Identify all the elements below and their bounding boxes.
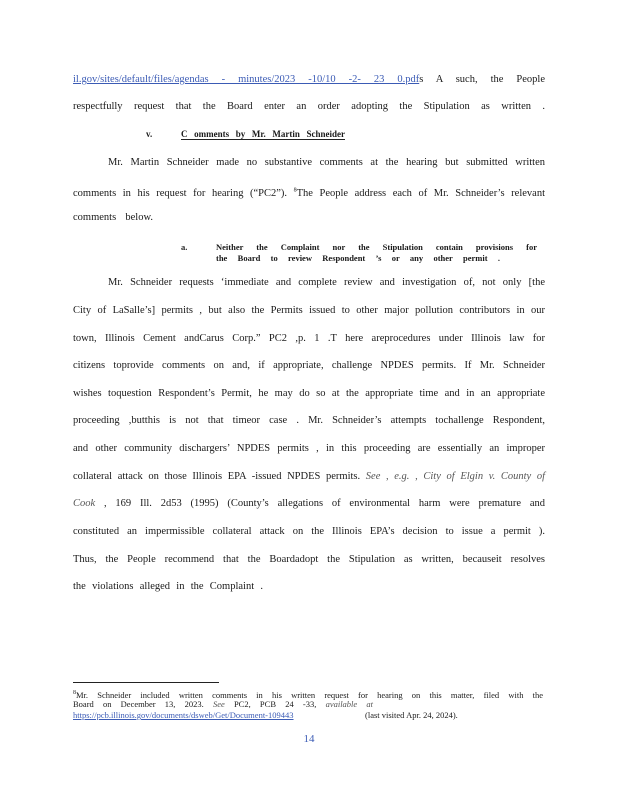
body-line-3: Mr. Martin Schneider made no substantive comments at the hearing but submitted written bbox=[108, 157, 545, 168]
section-v-numeral: v. bbox=[146, 129, 153, 139]
body-line-16: Thus, the People recommend that the Boardadopt the Stipulation as written, becauseit resolves bbox=[73, 554, 545, 565]
footnote-line3-b: (last visited Apr. 24, 2024). bbox=[365, 710, 458, 720]
body-line-7: City of LaSalle’s] permits , but also the Permits issued to other major pollution contributors in our bbox=[73, 305, 545, 316]
footnote-ref-marker: 8 bbox=[293, 187, 297, 193]
body-line-6: Mr. Schneider requests ‘immediate and complete review and investigation of, not only [the bbox=[108, 277, 545, 288]
footnote-rule bbox=[73, 682, 219, 683]
body-line-5: comments below. bbox=[73, 212, 153, 223]
section-a-letter: a. bbox=[181, 242, 188, 252]
body-line-1-text: s A such, the People bbox=[419, 74, 545, 85]
section-a-title bbox=[216, 242, 537, 264]
footnote-line2-a: Board on December 13, 2023. bbox=[73, 699, 204, 709]
body-line-14 bbox=[73, 497, 545, 511]
footnote-marker: 8 bbox=[73, 690, 76, 696]
footnote-line-3 bbox=[73, 710, 543, 721]
section-a-line1: Neither the Complaint nor the Stipulation contain provisions for bbox=[216, 242, 537, 252]
body-line-13-text: collateral attack on those Illinois EPA -issued NPDES permits. bbox=[73, 471, 361, 482]
agenda-link[interactable]: il.gov/sites/default/files/agendas - minutes/2023 -10/10 -2- 23 0.pdf bbox=[73, 74, 420, 85]
body-line-14-text: , 169 Ill. 2d53 (1995) (County’s allegations of environmental harm were premature and bbox=[103, 498, 545, 509]
body-line-4-text: comments in his request for hearing (“PC2”). $^8$The People address each of Mr. Schneider’s relevant bbox=[73, 187, 545, 199]
footnote-link[interactable]: https://pcb.illinois.gov/documents/dsweb/Get/Document-109443 bbox=[73, 710, 294, 720]
footnote-see: See bbox=[212, 699, 225, 709]
body-line-11: proceeding ,butthis is not that timeor case . Mr. Schneider’s attempts tochallenge Respondent, bbox=[73, 415, 545, 426]
body-line-8: town, Illinois Cement andCarus Corp.” PC2 ,p. 1 .T here areprocedures under Illinois law for bbox=[73, 333, 545, 344]
body-line-1 bbox=[73, 73, 545, 87]
citation-signal: See , e.g. , bbox=[365, 471, 418, 482]
footnote-line2-b: PC2, PCB 24 -33, bbox=[233, 699, 317, 709]
body-line-4 bbox=[73, 183, 545, 201]
body-line-2: respectfully request that the Board enter an order adopting the Stipulation as written . bbox=[73, 101, 545, 112]
section-v-title: C omments by Mr. Martin Schneider bbox=[181, 129, 345, 139]
body-line-9: citizens toprovide comments on and, if appropriate, challenge NPDES permits. If Mr. Schneider bbox=[73, 360, 545, 371]
citation-case-part1: City of Elgin v. County of bbox=[423, 471, 546, 482]
section-a-line2: the Board to review Respondent ’s or any other permit . bbox=[216, 253, 500, 263]
footnote-line1-text: Mr. Schneider included written comments in his written request for hearing on this matter, filed with the bbox=[76, 689, 543, 700]
footnote-line-2 bbox=[73, 699, 373, 710]
body-line-10: wishes toquestion Respondent’s Permit, he may do so at the appropriate time and in an appropriate bbox=[73, 388, 545, 399]
footnote-available: available at bbox=[325, 699, 374, 709]
page-number: 14 bbox=[303, 733, 315, 745]
body-line-12: and other community dischargers’ NPDES permits , in this proceeding are essentially an improper bbox=[73, 443, 545, 454]
body-line-13 bbox=[73, 470, 545, 484]
body-line-17: the violations alleged in the Complaint . bbox=[73, 581, 263, 592]
citation-case-part2: Cook bbox=[73, 498, 96, 509]
body-line-15: constituted an impermissible collateral attack on the Illinois EPA’s decision to issue a permit ). bbox=[73, 526, 545, 537]
